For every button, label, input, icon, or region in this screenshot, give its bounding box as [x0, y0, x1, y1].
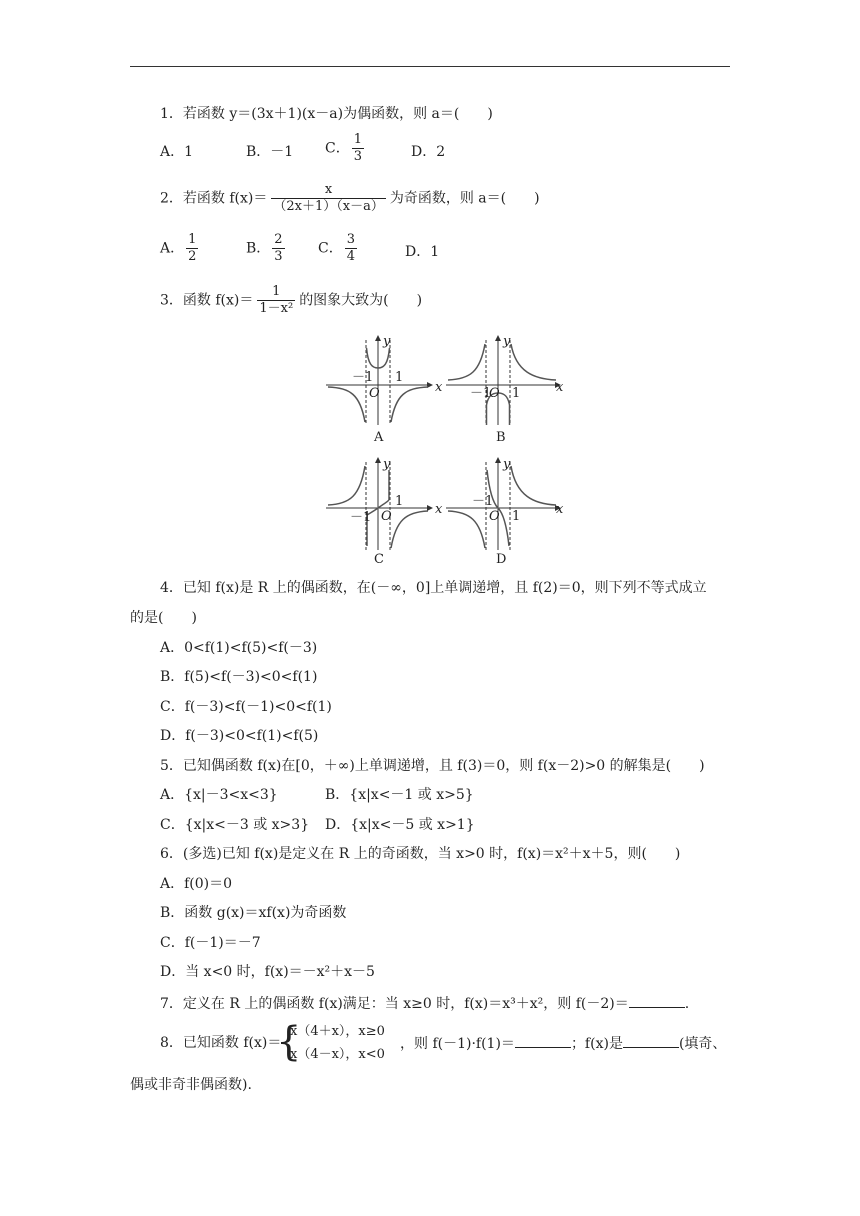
graph-c-neg1: －1	[350, 510, 372, 525]
graph-b-neg1: －1	[470, 386, 492, 401]
q2-option-c: C． $\frac{3}{4}$	[318, 232, 355, 264]
q1-stem: 1．若函数 y＝(3x＋1)(x－a)为偶函数，则 a＝( )	[160, 106, 493, 122]
graph-b-label: B	[496, 430, 506, 445]
q8-answer-blank-1[interactable]	[515, 1033, 571, 1048]
q8-case2: x（4－x），x<0	[290, 1047, 385, 1062]
graph-d-x-label: x	[556, 502, 564, 517]
q4-stem-line2: 的是( )	[130, 610, 197, 626]
q1-option-c: C． $\frac{1}{3}$	[325, 132, 362, 164]
graph-d-origin: O	[489, 509, 500, 524]
q5-option-a: A．{x|－3<x<3}	[160, 787, 278, 803]
piecewise-brace: {	[276, 1019, 302, 1065]
q3-stem: 3．函数 f(x)＝ $\frac{1}{\text{1－x²}}$ 的图象大致为( )	[160, 284, 423, 316]
graph-a-origin: O	[369, 386, 380, 401]
graph-d-neg1: －1	[472, 494, 494, 509]
graph-b-one: 1	[512, 386, 521, 401]
graph-c-y-label: y	[383, 457, 391, 472]
q4-option-d: D．f(－3)<0<f(1)<f(5)	[160, 728, 319, 744]
q6-option-b: B．函数 g(x)＝xf(x)为奇函数	[160, 905, 347, 921]
q7-stem: 7．定义在 R 上的偶函数 f(x)满足：当 x≥0 时，f(x)＝x³＋x²，则 f(－2)＝ .	[160, 993, 689, 1014]
graph-options	[320, 330, 570, 570]
q2-stem: 2．若函数 f(x)＝ $\frac{x}{(2x+1)(x-a)}$ 为奇函数，则 a＝( )	[160, 182, 540, 214]
graph-a	[326, 336, 432, 425]
q2-option-b: B． $\frac{2}{3}$	[246, 232, 283, 264]
q4-option-b: B．f(5)<f(－3)<0<f(1)	[160, 669, 318, 685]
q8-stem-line2: 偶或非奇非偶函数).	[130, 1077, 252, 1093]
q5-option-b: B．{x|x<－1 或 x>5}	[325, 787, 474, 803]
q8-stem-mid: ，则 f(－1)·f(1)＝ ；f(x)是 (填奇、	[400, 1033, 726, 1054]
graph-c	[326, 458, 432, 550]
q6-option-d: D．当 x<0 时，f(x)＝－x²＋x－5	[160, 964, 375, 980]
graph-c-x-label: x	[435, 502, 443, 517]
q2-option-d: D．1	[405, 244, 440, 260]
q2-option-a: A． $\frac{1}{2}$	[160, 232, 197, 264]
q7-answer-blank[interactable]	[629, 993, 685, 1008]
q8-case1: x（4＋x），x≥0	[290, 1024, 385, 1039]
graph-a-neg1: －1	[352, 370, 374, 385]
graph-b-y-label: y	[503, 334, 511, 349]
q5-option-d: D．{x|x<－5 或 x>1}	[325, 817, 475, 833]
q4-stem-line1: 4．已知 f(x)是 R 上的偶函数，在(－∞，0]上单调递增，且 f(2)＝0，则下列不等式成立	[160, 580, 707, 596]
graph-c-origin: O	[381, 509, 392, 524]
graph-c-one: 1	[395, 494, 404, 509]
q6-option-c: C．f(－1)＝－7	[160, 935, 261, 951]
q6-stem: 6．(多选)已知 f(x)是定义在 R 上的奇函数，当 x>0 时，f(x)＝x²＋x＋5，则( )	[160, 846, 681, 862]
graph-d-label: D	[496, 552, 507, 567]
q5-stem: 5．已知偶函数 f(x)在[0，＋∞)上单调递增，且 f(3)＝0，则 f(x－2)>0 的解集是( )	[160, 758, 705, 774]
graph-a-y-label: y	[383, 334, 391, 349]
graph-d-y-label: y	[503, 457, 511, 472]
q4-option-c: C．f(－3)<f(－1)<0<f(1)	[160, 699, 332, 715]
q1-option-d: D．2	[411, 144, 446, 160]
graph-b-origin: O	[489, 386, 500, 401]
q6-option-a: A．f(0)＝0	[160, 876, 233, 892]
graph-a-x-label: x	[435, 380, 443, 395]
q1-option-b: B．－1	[246, 144, 294, 160]
graph-a-one: 1	[395, 370, 404, 385]
graph-d-one: 1	[512, 509, 521, 524]
q1-option-a: A．1	[160, 144, 194, 160]
q8-stem-pre: 8．已知函数 f(x)＝	[160, 1035, 282, 1051]
top-rule	[130, 66, 730, 67]
graph-c-label: C	[374, 552, 384, 567]
q5-option-c: C．{x|x<－3 或 x>3}	[160, 817, 310, 833]
q8-answer-blank-2[interactable]	[623, 1033, 679, 1048]
graph-b-x-label: x	[556, 380, 564, 395]
q4-option-a: A．0<f(1)<f(5)<f(－3)	[160, 640, 318, 656]
graph-a-label: A	[374, 430, 384, 445]
